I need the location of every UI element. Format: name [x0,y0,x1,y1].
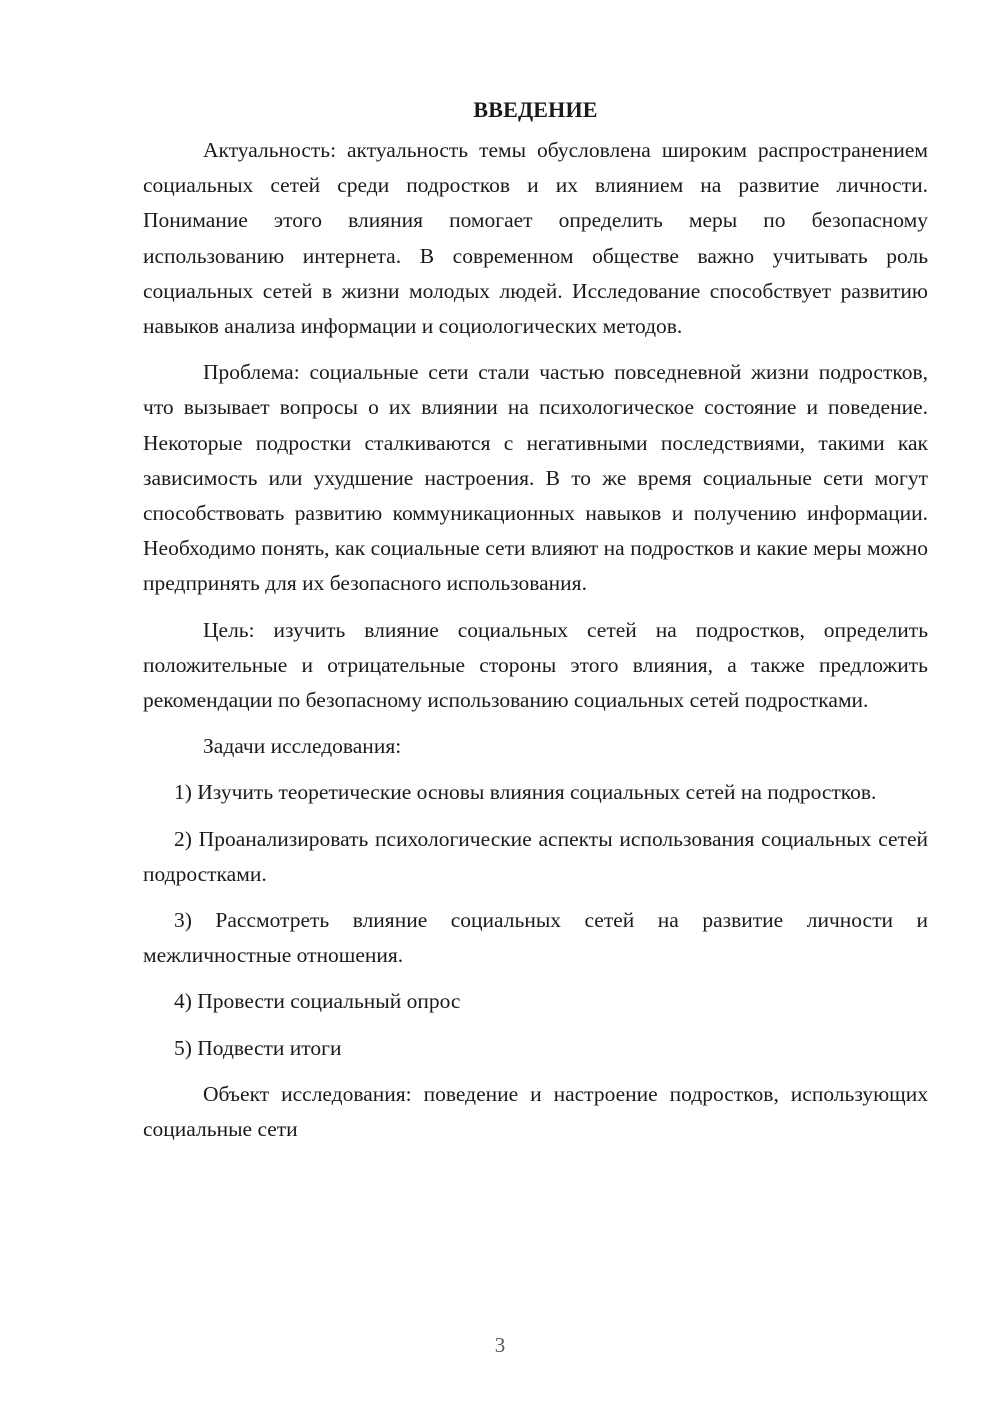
paragraph-relevance: Актуальность: актуальность темы обусловлена широким распространением социальных сетей среди подростков и их влиянием на развитие личности. Понимание этого влияния помогает определить меры по безопасному использованию интернета. В современном обществе важно учитывать роль социальных сетей в жизни молодых людей. Исследование способствует развитию навыков анализа информации и социологических методов. [143,138,928,339]
paragraph-goal: Цель: изучить влияние социальных сетей на подростков, определить положительные и отрицательные стороны этого влияния, а также предложить рекомендации по безопасному использованию социальных сетей подростками. [143,617,928,713]
task-item-5: 5) Подвести итоги [174,1035,342,1060]
task-item-1: 1) Изучить теоретические основы влияния социальных сетей на подростков. [174,780,877,805]
document-page [143,92,928,1158]
paragraph-research-object: Объект исследования: поведение и настроение подростков, использующих социальные сети [143,1081,928,1142]
task-item-2: 2) Проанализировать психологические аспекты использования социальных сетей подростками. [143,826,928,886]
page-number: 3 [494,1333,506,1357]
task-item-4: 4) Провести социальный опрос [174,989,461,1014]
section-heading: ВВЕДЕНИЕ [473,97,598,122]
paragraph-tasks-heading: Задачи исследования: [203,734,402,759]
paragraph-problem: Проблема: социальные сети стали частью повседневной жизни подростков, что вызывает вопросы о их влиянии на психологическое состояние и поведение. Некоторые подростки сталкиваются с негативными последствиями, такими как зависимость или ухудшение настроения. В то же время социальные сети могут способствовать развитию коммуникационных навыков и получению информации. Необходимо понять, как социальные сети влияют на подростков и какие меры можно предпринять для их безопасного использования. [143,360,928,596]
task-item-3: 3) Рассмотреть влияние социальных сетей на развитие личности и межличностные отношения. [143,908,928,968]
